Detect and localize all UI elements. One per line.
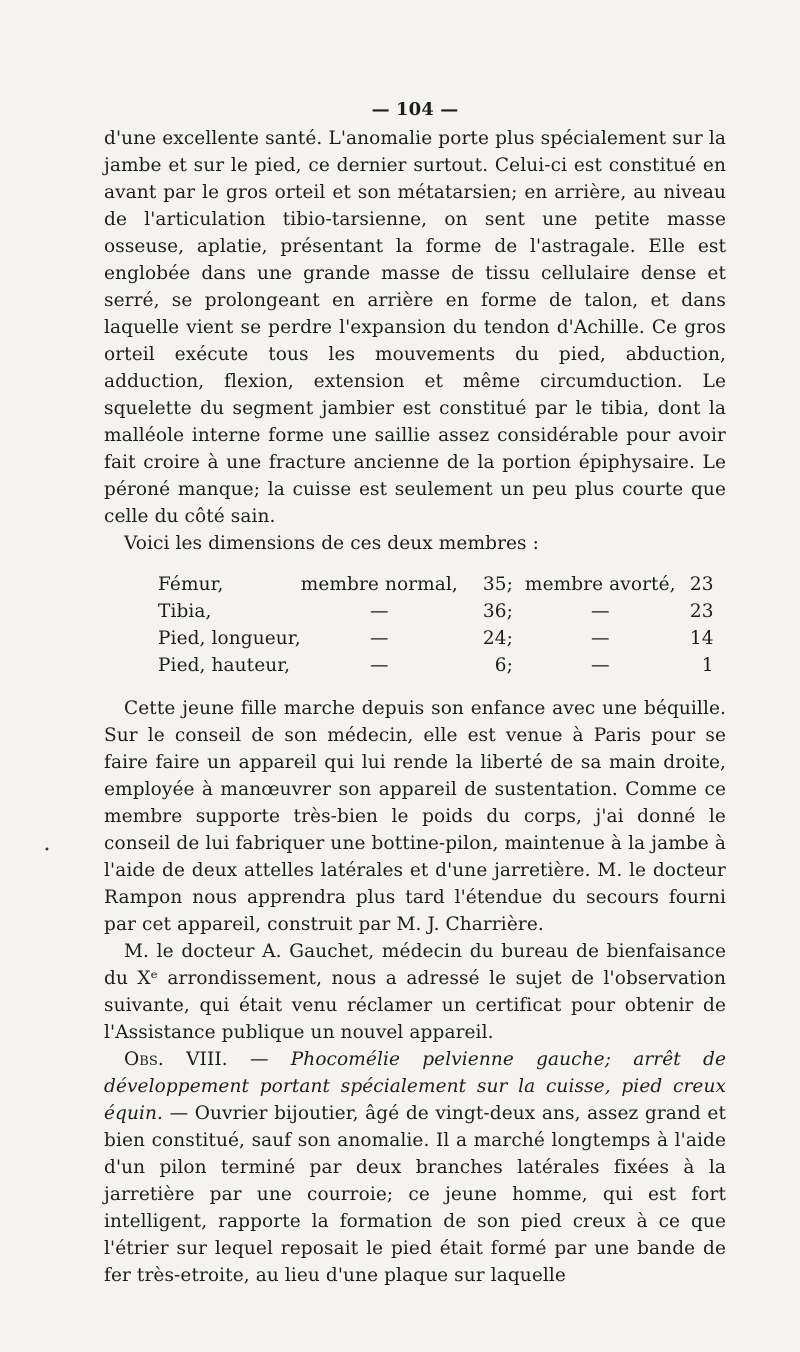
normal-label: — (370, 655, 389, 676)
dimension-part: Pied, hauteur, (158, 655, 291, 676)
dimension-part: Fémur, (158, 574, 224, 595)
aborted-value: 23 (689, 574, 714, 595)
aborted-value: 14 (689, 628, 714, 649)
paragraph-dimensions-intro: Voici les dimensions de ces deux membres : (124, 533, 539, 554)
normal-value: 24; (482, 628, 513, 649)
normal-label: membre normal, (300, 574, 458, 595)
dimensions-table (158, 571, 714, 679)
normal-label: — (370, 601, 389, 622)
aborted-label: membre avorté, (524, 574, 676, 595)
normal-value: 36; (482, 601, 513, 622)
paragraph-crutch: Cette jeune fille marche depuis son enfance avec une béquille. Sur le conseil de son médecin, elle est venue à Paris pour se faire faire un appareil qui lui rende la liberté de sa main droite, employée à manœuvrer son appareil de sustentation. Comme ce membre supporte très-bien le poids du corps, j'ai donné le conseil de lui fabriquer une bottine-pilon, maintenue à la jambe à l'aide de deux attelles latérales et d'une jarretière. M. le docteur Rampon nous apprendra plus tard l'étendue du secours fourni par cet appareil, construit par M. J. Charrière. (104, 698, 726, 935)
normal-value: 6; (494, 655, 513, 676)
normal-value: 35; (482, 574, 513, 595)
observation-title: Obs. VIII. (124, 1049, 228, 1070)
table-row (158, 598, 714, 625)
observation-text: — Ouvrier bijoutier, âgé de vingt-deux ans, assez grand et bien constitué, sauf son anomalie. Il a marché longtemps à l'aide d'un pilon terminé par deux branches latérales fixées à la jarretière par une courroie; ce jeune homme, qui est fort intelligent, rapporte la formation de son pied creux à ce que l'étrier sur lequel reposait le pied était formé par une bande de fer très-etroite, au lieu d'une plaque sur laquelle (104, 1103, 726, 1286)
aborted-value: 23 (689, 601, 714, 622)
aborted-label: — (590, 628, 610, 649)
observation-dash: — (227, 1049, 291, 1070)
normal-label: — (370, 628, 389, 649)
table-row (158, 652, 714, 679)
table-row (158, 625, 714, 652)
book-page (104, 96, 726, 1289)
aborted-label: — (590, 601, 610, 622)
margin-mark: • (44, 845, 50, 856)
paragraph-anomaly-description: d'une excellente santé. L'anomalie porte plus spécialement sur la jambe et sur le pied, ce dernier surtout. Celui-ci est constitué en avant par le gros orteil et son métatarsien; en arrière, au niveau de l'articulation tibio-tarsienne, on sent une petite masse osseuse, aplatie, présentant la forme de l'astragale. Elle est englobée dans une grande masse de tissu cellulaire dense et serré, se prolongeant en arrière en forme de talon, et dans laquelle vient se perdre l'expansion du tendon d'Achille. Ce gros orteil exécute tous les mouvements du pied, abduction, adduction, flexion, extension et même circumduction. Le squelette du segment jambier est constitué par le tibia, dont la malléole interne forme une saillie assez considérable pour avoir fait croire à une fracture ancienne de la portion épiphysaire. Le péroné manque; la cuisse est seulement un peu plus courte que celle du côté sain. (104, 128, 726, 527)
table-row (158, 571, 714, 598)
dimension-part: Tibia, (158, 601, 212, 622)
paragraph-observation-viii (104, 1046, 726, 1289)
dimension-part: Pied, longueur, (158, 628, 301, 649)
paragraph-gauchet: M. le docteur A. Gauchet, médecin du bureau de bienfaisance du Xᵉ arrondissement, nous a adressé le sujet de l'observation suivante, qui était venu réclamer un certificat pour obtenir de l'Assistance publique un nouvel appareil. (104, 941, 726, 1043)
aborted-label: — (590, 655, 610, 676)
observation-heading: Phocomélie pelvienne gauche; arrêt de développement portant spécialement sur la cuisse, pied creux équin. (104, 1049, 727, 1124)
aborted-value: 1 (701, 655, 714, 676)
page-number: — 104 — (371, 99, 459, 120)
